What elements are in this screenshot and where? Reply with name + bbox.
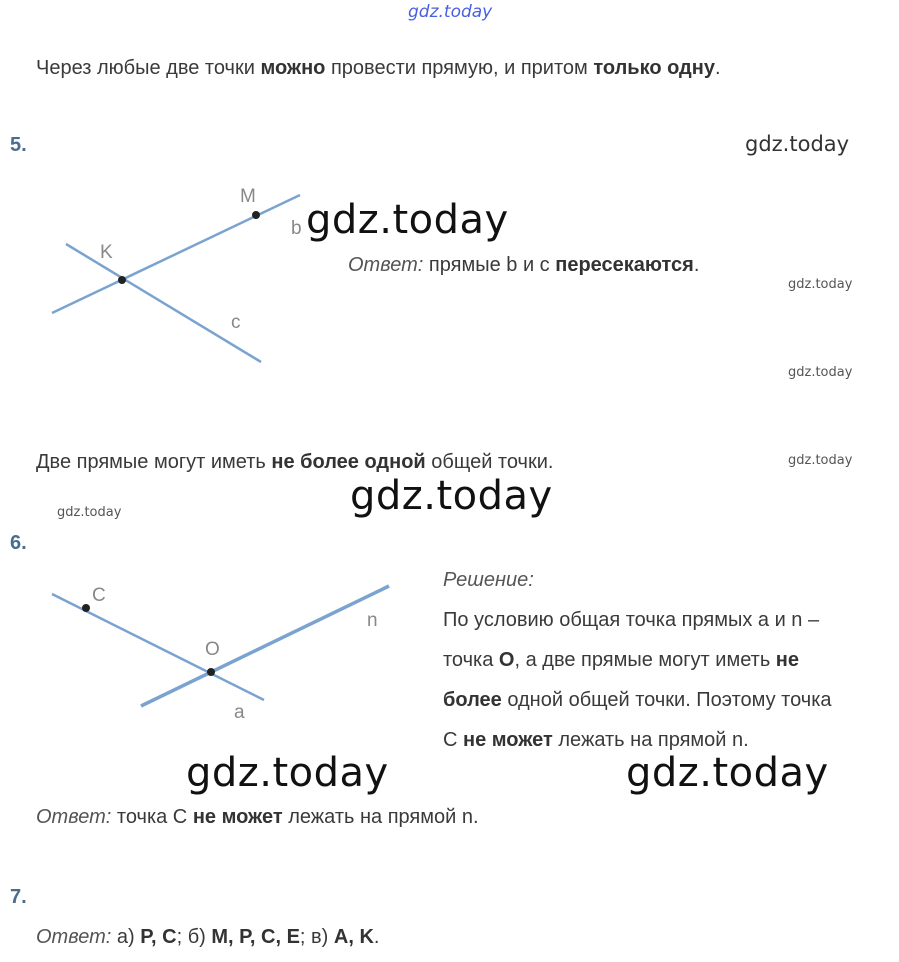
point-k bbox=[118, 276, 126, 284]
line-c bbox=[66, 244, 261, 362]
task-6-number: 6. bbox=[10, 532, 27, 554]
line-b bbox=[52, 195, 300, 313]
intro-text-1: Через любые две точки bbox=[36, 57, 261, 79]
label-n: n bbox=[367, 610, 378, 631]
intro-text-3: . bbox=[714, 57, 721, 79]
watermark-small-1: gdz.today bbox=[788, 277, 853, 292]
task-6-solution bbox=[443, 560, 832, 760]
task-7-answer-label: Ответ: bbox=[36, 926, 112, 948]
point-c bbox=[82, 604, 90, 612]
label-b: b bbox=[291, 218, 302, 239]
figure-task-5 bbox=[0, 170, 320, 380]
watermark-task5-right: gdz.today bbox=[745, 132, 850, 156]
watermark-small-2: gdz.today bbox=[788, 365, 853, 380]
rule-text-1: Две прямые могут иметь bbox=[36, 451, 272, 473]
watermark-top: gdz.today bbox=[408, 2, 493, 22]
line-n bbox=[141, 586, 389, 706]
task-7-answer-c: A, K bbox=[333, 926, 374, 948]
watermark-small-4: gdz.today bbox=[57, 505, 122, 520]
task-5-answer-text: прямые b и с bbox=[423, 254, 556, 276]
task-6-solution-line-3: более одной общей точки. Поэтому точка bbox=[443, 689, 832, 711]
rule-bold-1: не более одной bbox=[271, 451, 426, 473]
rule-text-2: общей точки. bbox=[425, 451, 554, 473]
task-6-solution-line-4: С не может лежать на прямой n. bbox=[443, 729, 749, 751]
intro-bold-1: можно bbox=[260, 57, 326, 79]
task-5-number: 5. bbox=[10, 134, 27, 156]
label-k: K bbox=[100, 242, 113, 263]
task-5-answer-label: Ответ: bbox=[348, 254, 424, 276]
rule-statement bbox=[36, 451, 553, 474]
figure-task-6 bbox=[0, 570, 420, 740]
task-5-answer bbox=[348, 254, 699, 277]
task-7-number: 7. bbox=[10, 886, 27, 908]
label-c-point: C bbox=[92, 585, 106, 606]
intro-bold-2: только одну bbox=[593, 57, 715, 79]
point-o bbox=[207, 668, 215, 676]
watermark-task6-large-left: gdz.today bbox=[186, 750, 389, 796]
task-5-answer-bold: пересекаются bbox=[555, 254, 694, 276]
task-6-answer-label: Ответ: bbox=[36, 806, 112, 828]
task-5-answer-end: . bbox=[693, 254, 700, 276]
task-7-answer: Ответ: а) P, C; б) M, P, C, E; в) A, K. bbox=[36, 926, 380, 948]
task-7-answer-b: M, P, C, E bbox=[211, 926, 300, 948]
task-6-solution-line-2: точка О, а две прямые могут иметь не bbox=[443, 649, 799, 671]
intro-statement bbox=[36, 57, 721, 80]
task-7-answer-a: P, C bbox=[140, 926, 177, 948]
task-6-solution-line-1: По условию общая точка прямых а и n – bbox=[443, 609, 820, 631]
watermark-task5-large: gdz.today bbox=[306, 197, 509, 243]
watermark-rule-large: gdz.today bbox=[350, 473, 553, 519]
task-6-solution-label: Решение: bbox=[443, 569, 534, 591]
label-a: a bbox=[234, 702, 245, 723]
intro-text-2: провести прямую, и притом bbox=[325, 57, 594, 79]
label-m: M bbox=[240, 186, 256, 207]
watermark-small-3: gdz.today bbox=[788, 453, 853, 468]
task-6-answer-text-2: лежать на прямой n. bbox=[282, 806, 479, 828]
watermark-task6-large-right: gdz.today bbox=[626, 750, 829, 796]
task-6-answer-bold: не может bbox=[192, 806, 283, 828]
label-c: c bbox=[231, 312, 241, 333]
task-6-answer-text-1: точка С bbox=[111, 806, 193, 828]
task-6-answer bbox=[36, 806, 479, 829]
point-m bbox=[252, 211, 260, 219]
label-o: O bbox=[205, 639, 220, 660]
